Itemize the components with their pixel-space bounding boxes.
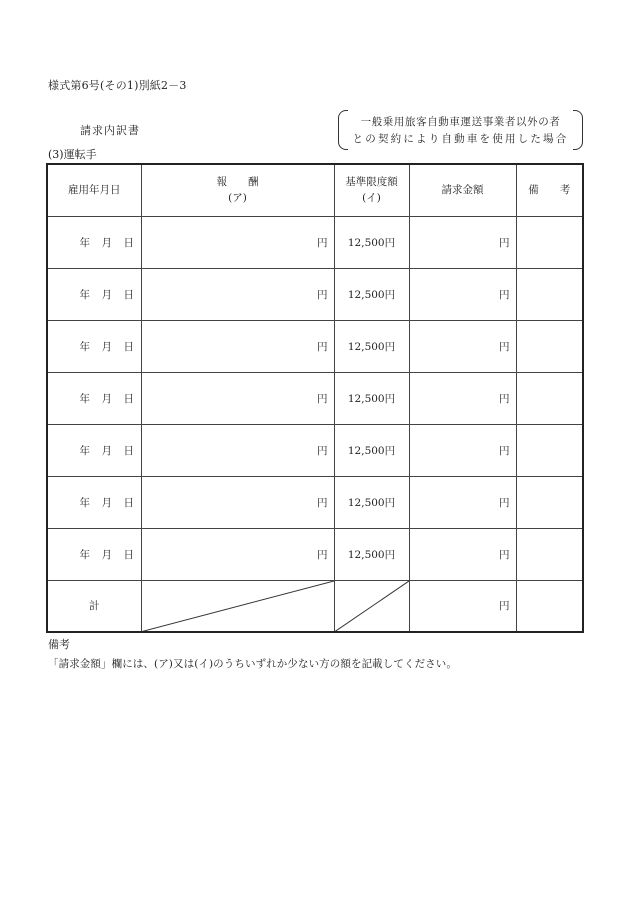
claim-amount-cell[interactable]: 円 [409, 268, 516, 320]
compensation-cell[interactable]: 円 [141, 424, 334, 476]
table-row [47, 528, 583, 580]
condition-line-1: 一般乗用旅客自動車運送事業者以外の者 [360, 116, 561, 128]
claim-amount-cell[interactable]: 円 [409, 216, 516, 268]
remarks-cell[interactable] [516, 320, 583, 372]
header-limit: 基準限度額 (イ) [334, 164, 409, 216]
claims-table [46, 163, 584, 633]
table-row [47, 268, 583, 320]
date-cell[interactable]: 年 月 日 [47, 528, 141, 580]
header-limit-sub: (イ) [362, 192, 381, 205]
date-cell[interactable]: 年 月 日 [47, 476, 141, 528]
table-row [47, 476, 583, 528]
compensation-cell[interactable]: 円 [141, 320, 334, 372]
form-id: 様式第6号(その1)別紙2－3 [48, 79, 187, 92]
remarks-heading: 備考 [48, 638, 70, 651]
compensation-cell[interactable]: 円 [141, 528, 334, 580]
claim-amount-cell[interactable]: 円 [409, 424, 516, 476]
total-compensation-slashed [141, 580, 334, 632]
condition-line-2: との契約により自動車を使用した場合 [352, 133, 569, 145]
table-row [47, 320, 583, 372]
remarks-cell[interactable] [516, 476, 583, 528]
remarks-cell[interactable] [516, 424, 583, 476]
header-hire-date: 雇用年月日 [47, 164, 141, 216]
limit-cell: 12,500円 [334, 424, 409, 476]
header-compensation: 報 酬 (ア) [141, 164, 334, 216]
claim-amount-cell[interactable]: 円 [409, 320, 516, 372]
limit-cell: 12,500円 [334, 216, 409, 268]
limit-cell: 12,500円 [334, 320, 409, 372]
claim-amount-cell[interactable]: 円 [409, 476, 516, 528]
claim-amount-cell[interactable]: 円 [409, 372, 516, 424]
total-row [47, 580, 583, 632]
limit-cell: 12,500円 [334, 268, 409, 320]
compensation-cell[interactable]: 円 [141, 476, 334, 528]
total-label: 計 [47, 580, 141, 632]
table-row [47, 372, 583, 424]
limit-cell: 12,500円 [334, 476, 409, 528]
date-cell[interactable]: 年 月 日 [47, 268, 141, 320]
remarks-cell[interactable] [516, 528, 583, 580]
total-remarks-cell[interactable] [516, 580, 583, 632]
section-label: (3)運転手 [48, 148, 97, 161]
limit-cell: 12,500円 [334, 528, 409, 580]
document-title: 請求内訳書 [80, 124, 140, 137]
remarks-cell[interactable] [516, 268, 583, 320]
header-remarks: 備 考 [516, 164, 583, 216]
condition-box [338, 110, 583, 150]
remarks-cell[interactable] [516, 216, 583, 268]
diagonal-slash [142, 581, 334, 632]
remarks-note: 「請求金額」欄には、(ア)又は(イ)のうちいずれか少ない方の額を記載してください。 [48, 658, 457, 670]
compensation-cell[interactable]: 円 [141, 372, 334, 424]
remarks-cell[interactable] [516, 372, 583, 424]
header-compensation-sub: (ア) [228, 192, 247, 205]
limit-cell: 12,500円 [334, 372, 409, 424]
table-row [47, 424, 583, 476]
diagonal-slash [335, 581, 409, 632]
compensation-cell[interactable]: 円 [141, 268, 334, 320]
total-claim-amount-cell[interactable]: 円 [409, 580, 516, 632]
claim-amount-cell[interactable]: 円 [409, 528, 516, 580]
date-cell[interactable]: 年 月 日 [47, 320, 141, 372]
date-cell[interactable]: 年 月 日 [47, 424, 141, 476]
compensation-cell[interactable]: 円 [141, 216, 334, 268]
date-cell[interactable]: 年 月 日 [47, 216, 141, 268]
table-header-row [47, 164, 583, 216]
date-cell[interactable]: 年 月 日 [47, 372, 141, 424]
table-row [47, 216, 583, 268]
total-limit-slashed [334, 580, 409, 632]
header-claim-amount: 請求金額 [409, 164, 516, 216]
